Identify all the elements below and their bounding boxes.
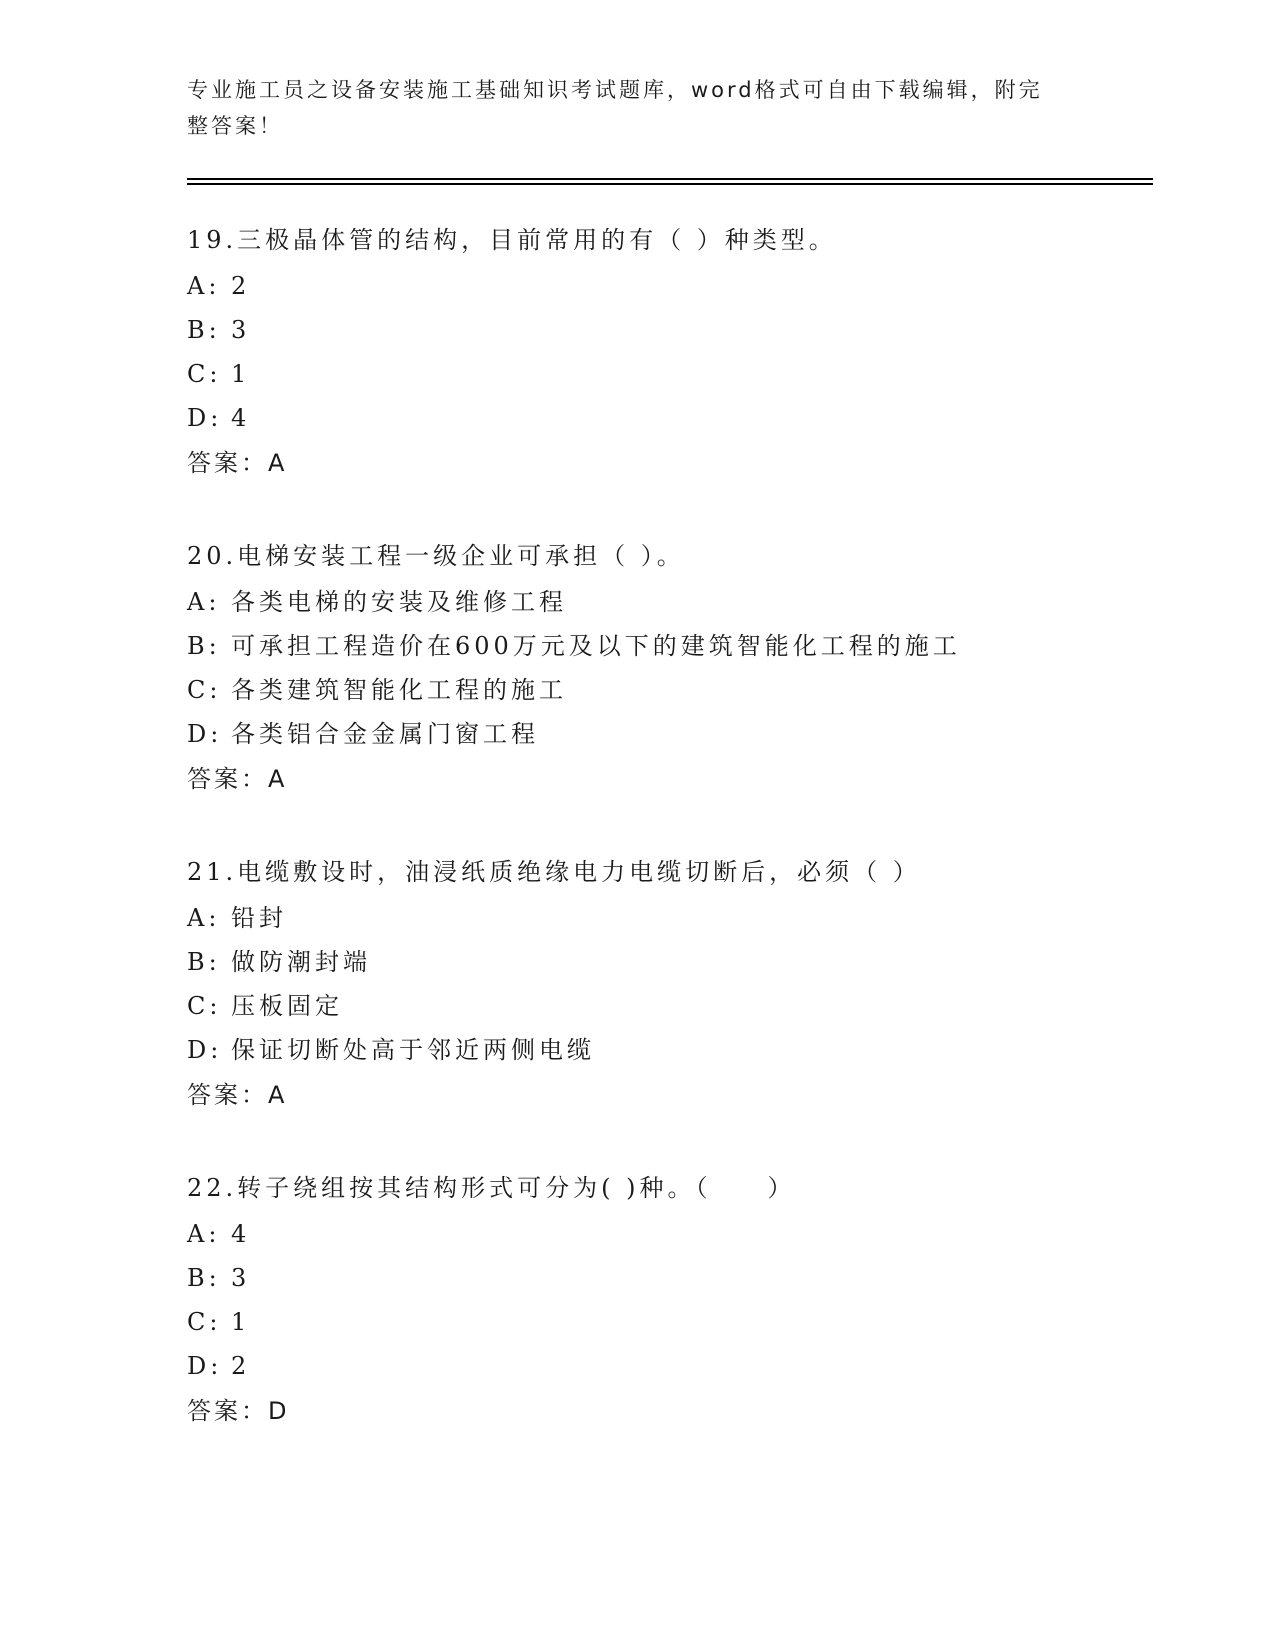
option-text: 可承担工程造价在600万元及以下的建筑智能化工程的施工 xyxy=(231,632,961,660)
option-d xyxy=(187,396,1167,440)
option-text: 3 xyxy=(231,1264,251,1292)
option-letter: B: xyxy=(187,316,221,344)
document-header xyxy=(187,72,1067,144)
option-d xyxy=(187,1028,1167,1072)
option-c xyxy=(187,984,1167,1028)
option-text: 2 xyxy=(231,1352,251,1380)
option-letter: D: xyxy=(187,1036,223,1064)
option-text: 各类铝合金金属门窗工程 xyxy=(231,720,539,748)
option-text: 4 xyxy=(231,1220,251,1248)
answer-label: 答案：A xyxy=(187,1081,288,1109)
answer-label: 答案：A xyxy=(187,765,288,793)
question-stem: 20.电梯安装工程一级企业可承担（ ）。 xyxy=(187,542,685,570)
option-letter: C: xyxy=(187,360,222,388)
question-stem: 21.电缆敷设时，油浸纸质绝缘电力电缆切断后，必须（ ） xyxy=(187,858,921,886)
option-text: 做防潮封端 xyxy=(231,948,371,976)
option-text: 各类建筑智能化工程的施工 xyxy=(231,676,567,704)
option-text: 各类电梯的安装及维修工程 xyxy=(231,588,567,616)
option-a xyxy=(187,1212,1167,1256)
option-b xyxy=(187,308,1167,352)
answer-label: 答案：D xyxy=(187,1397,290,1425)
option-letter: A: xyxy=(187,272,221,300)
option-text: 3 xyxy=(231,316,251,344)
option-letter: A: xyxy=(187,904,221,932)
header-divider-bottom xyxy=(187,183,1153,185)
option-c xyxy=(187,668,1167,712)
option-text: 4 xyxy=(231,404,251,432)
option-letter: C: xyxy=(187,992,222,1020)
question-22 xyxy=(187,1164,1167,1434)
option-letter: B: xyxy=(187,632,221,660)
question-21 xyxy=(187,848,1167,1118)
option-text: 压板固定 xyxy=(231,992,343,1020)
option-a xyxy=(187,580,1167,624)
header-line-2: 整答案！ xyxy=(187,114,283,138)
option-a xyxy=(187,896,1167,940)
option-c xyxy=(187,352,1167,396)
option-text: 保证切断处高于邻近两侧电缆 xyxy=(231,1036,595,1064)
option-letter: A: xyxy=(187,1220,221,1248)
option-letter: D: xyxy=(187,720,223,748)
answer-label: 答案：A xyxy=(187,449,288,477)
header-divider-top xyxy=(187,178,1153,180)
option-d xyxy=(187,712,1167,756)
option-text: 1 xyxy=(231,1308,251,1336)
option-text: 1 xyxy=(231,360,251,388)
header-line-1: 专业施工员之设备安装施工基础知识考试题库，word格式可自由下载编辑，附完 xyxy=(187,78,1043,102)
option-b xyxy=(187,940,1167,984)
question-stem: 19.三极晶体管的结构，目前常用的有（ ）种类型。 xyxy=(187,226,837,254)
option-letter: C: xyxy=(187,676,222,704)
option-text: 2 xyxy=(231,272,251,300)
question-20 xyxy=(187,532,1167,802)
option-a xyxy=(187,264,1167,308)
question-stem: 22.转子绕组按其结构形式可分为( )种。（ ） xyxy=(187,1174,796,1202)
option-b xyxy=(187,624,1167,668)
option-text: 铅封 xyxy=(231,904,287,932)
question-19 xyxy=(187,216,1167,486)
option-letter: B: xyxy=(187,948,221,976)
option-letter: C: xyxy=(187,1308,222,1336)
option-letter: D: xyxy=(187,1352,223,1380)
option-letter: D: xyxy=(187,404,223,432)
option-letter: B: xyxy=(187,1264,221,1292)
option-letter: A: xyxy=(187,588,221,616)
option-b xyxy=(187,1256,1167,1300)
option-c xyxy=(187,1300,1167,1344)
option-d xyxy=(187,1344,1167,1388)
